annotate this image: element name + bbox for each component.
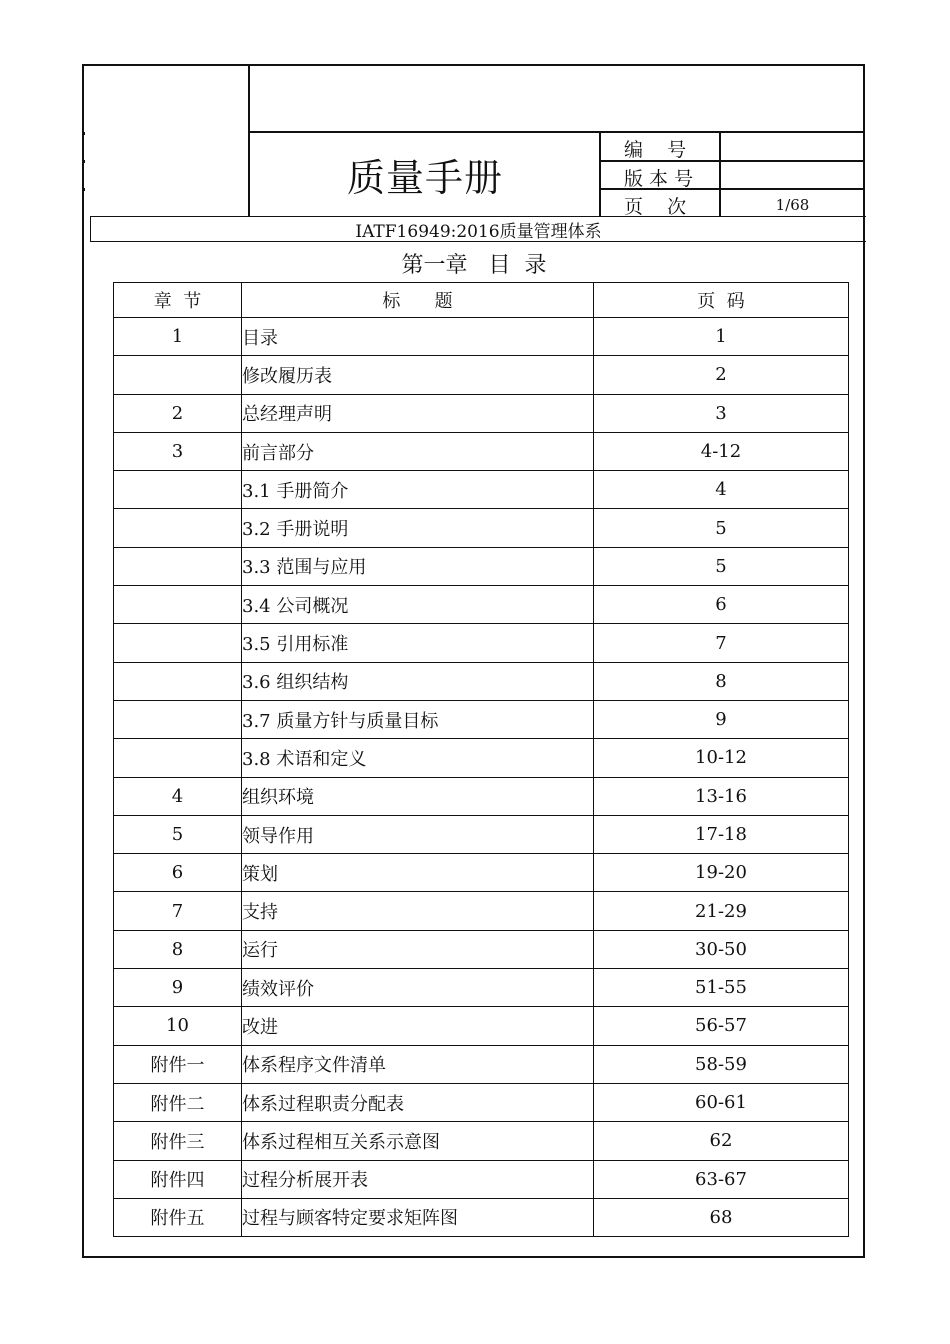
toc-row [114,969,849,1007]
toc-title-cell: 体系程序文件清单 [242,1045,594,1083]
manual-title: 质量手册 [346,155,503,200]
chapter-title: 第一章 目 录 [401,252,547,278]
toc-row [114,662,849,700]
toc-chapter-cell: 10 [114,1007,242,1045]
toc-page-cell: 51-55 [594,969,849,1007]
toc-chapter-cell [114,356,242,394]
toc-title-cell: 绩效评价 [242,969,594,1007]
toc-chapter-cell: 3 [114,432,242,470]
toc-chapter-cell: 4 [114,777,242,815]
standard-name: IATF16949:2016质量管理体系 [90,216,866,242]
toc-page-cell: 58-59 [594,1045,849,1083]
toc-row [114,777,849,815]
toc-row [114,318,849,356]
toc-chapter-cell [114,471,242,509]
toc-title-cell: 体系过程职责分配表 [242,1083,594,1121]
toc-title-cell: 过程与顾客特定要求矩阵图 [242,1198,594,1236]
toc-page-cell: 30-50 [594,930,849,968]
toc-row [114,471,849,509]
toc-title-cell: 过程分析展开表 [242,1160,594,1198]
header-page: 页 码 [594,283,849,318]
toc-chapter-cell [114,624,242,662]
toc-row [114,1160,849,1198]
toc-page-cell: 5 [594,547,849,585]
toc-page-cell: 17-18 [594,815,849,853]
toc-page-cell: 5 [594,509,849,547]
toc-chapter-cell: 附件四 [114,1160,242,1198]
margin-mark [82,160,85,163]
toc-title-cell: 改进 [242,1007,594,1045]
toc-page-cell: 10-12 [594,739,849,777]
header-chapter: 章 节 [114,283,242,318]
toc-chapter-cell [114,509,242,547]
toc-chapter-cell: 附件三 [114,1122,242,1160]
toc-row [114,815,849,853]
toc-chapter-cell: 附件五 [114,1198,242,1236]
toc-page-cell: 3 [594,394,849,432]
toc-row [114,624,849,662]
toc-page-cell: 63-67 [594,1160,849,1198]
toc-row [114,1122,849,1160]
toc-row [114,1007,849,1045]
toc-page-cell: 19-20 [594,854,849,892]
toc-title-cell: 体系过程相互关系示意图 [242,1122,594,1160]
toc-page-cell: 9 [594,700,849,738]
toc-row [114,547,849,585]
toc-chapter-cell [114,739,242,777]
toc-title-cell: 领导作用 [242,815,594,853]
toc-title-cell: 目录 [242,318,594,356]
toc-chapter-cell: 8 [114,930,242,968]
toc-row [114,739,849,777]
toc-row [114,1045,849,1083]
field-label-number: 编 号 [624,139,687,161]
toc-title-cell: 修改履历表 [242,356,594,394]
field-label-version: 版 本 号 [624,168,694,190]
toc-chapter-cell [114,547,242,585]
toc-chapter-cell [114,586,242,624]
margin-mark [82,132,85,135]
toc-title-cell: 总经理声明 [242,394,594,432]
toc-chapter-cell: 附件一 [114,1045,242,1083]
toc-page-cell: 6 [594,586,849,624]
field-value-page: 1/68 [775,196,810,214]
toc-row [114,1198,849,1236]
toc-title-cell: 前言部分 [242,432,594,470]
toc-page-cell: 56-57 [594,1007,849,1045]
toc-title-cell: 3.1 手册简介 [242,471,594,509]
toc-row [114,892,849,930]
toc-title-cell: 组织环境 [242,777,594,815]
toc-row [114,394,849,432]
header-title: 标 题 [242,283,594,318]
toc-title-cell: 3.7 质量方针与质量目标 [242,700,594,738]
toc-row [114,509,849,547]
toc-row [114,1083,849,1121]
toc-header-row [114,283,849,318]
toc-title-cell: 3.2 手册说明 [242,509,594,547]
toc-table [113,282,849,1237]
toc-title-cell: 支持 [242,892,594,930]
field-label-page: 页 次 [624,196,687,218]
toc-title-cell: 3.8 术语和定义 [242,739,594,777]
toc-chapter-cell [114,662,242,700]
toc-page-cell: 4-12 [594,432,849,470]
toc-chapter-cell: 附件二 [114,1083,242,1121]
toc-row [114,854,849,892]
toc-chapter-cell: 5 [114,815,242,853]
toc-page-cell: 7 [594,624,849,662]
toc-page-cell: 2 [594,356,849,394]
toc-page-cell: 1 [594,318,849,356]
toc-title-cell: 3.4 公司概况 [242,586,594,624]
toc-chapter-cell: 2 [114,394,242,432]
toc-title-cell: 3.6 组织结构 [242,662,594,700]
toc-chapter-cell: 6 [114,854,242,892]
toc-page-cell: 8 [594,662,849,700]
toc-row [114,356,849,394]
toc-title-cell: 运行 [242,930,594,968]
toc-page-cell: 68 [594,1198,849,1236]
toc-chapter-cell: 1 [114,318,242,356]
toc-chapter-cell: 9 [114,969,242,1007]
toc-body [114,318,849,1237]
toc-title-cell: 3.3 范围与应用 [242,547,594,585]
toc-chapter-cell: 7 [114,892,242,930]
toc-row [114,930,849,968]
toc-title-cell: 策划 [242,854,594,892]
toc-page-cell: 13-16 [594,777,849,815]
toc-row [114,586,849,624]
toc-row [114,700,849,738]
toc-title-cell: 3.5 引用标准 [242,624,594,662]
margin-mark [82,188,85,191]
toc-chapter-cell [114,700,242,738]
toc-page-cell: 21-29 [594,892,849,930]
toc-page-cell: 62 [594,1122,849,1160]
toc-page-cell: 4 [594,471,849,509]
toc-row [114,432,849,470]
toc-page-cell: 60-61 [594,1083,849,1121]
